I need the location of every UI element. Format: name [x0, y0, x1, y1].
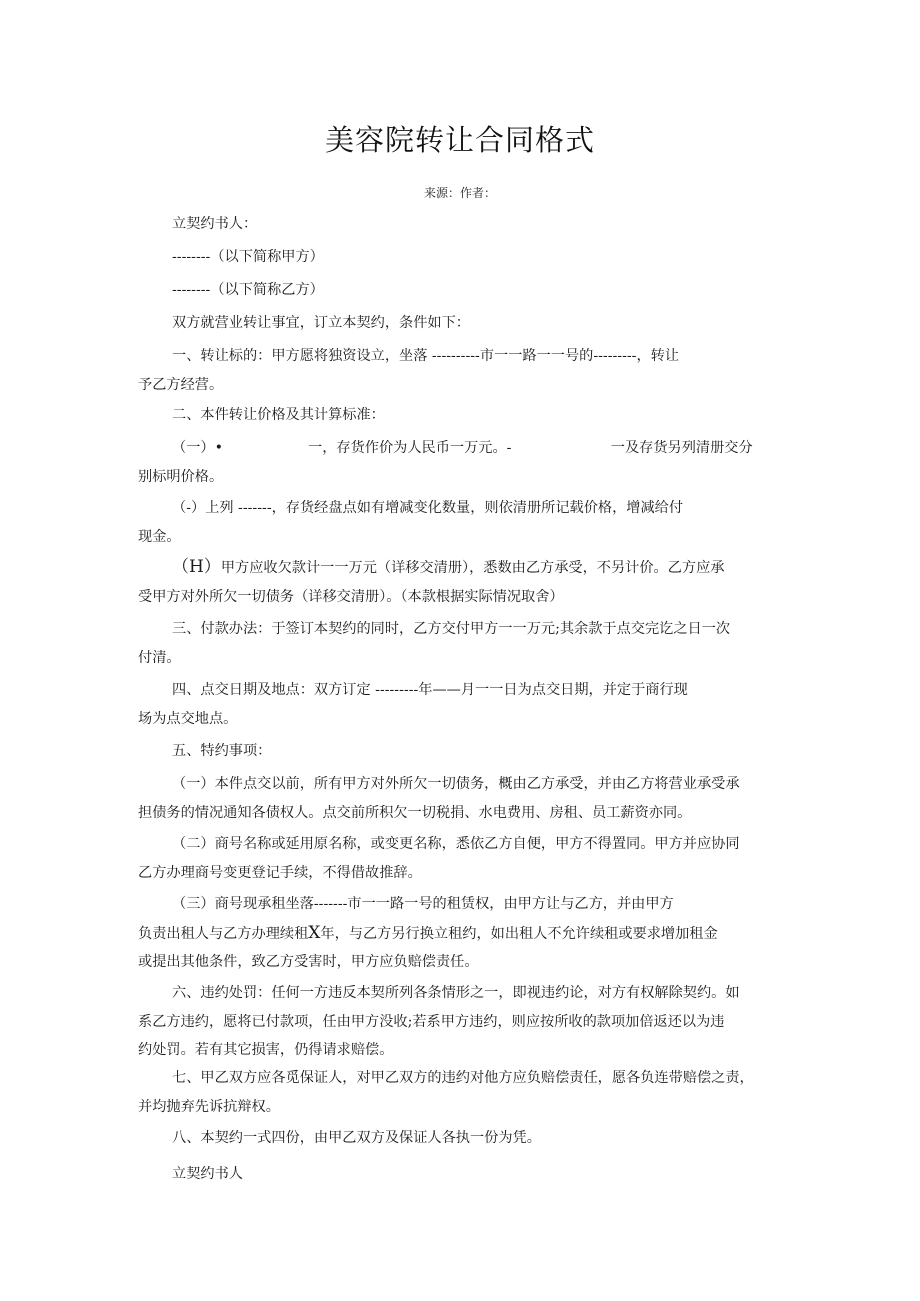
paragraph-clause-5-3: [138, 890, 786, 977]
text-line: 场为点交地点。: [138, 710, 238, 727]
text-line: 五、特约事项：: [172, 743, 272, 759]
text-line: 二、本件转让价格及其计算标准：: [172, 407, 385, 423]
text-line: 六、违约处罚：任何一方违反本契所列各条情形之一，即视违约论，对方有权解除契约。如: [172, 985, 740, 1001]
text-span: X: [308, 922, 321, 943]
text-line: 四、点交日期及地点：双方订定 ---------年——月一一日为点交日期，并定于商行现: [172, 682, 688, 698]
text-line: --------（以下简称甲方）: [172, 249, 324, 265]
text-line: 七、甲乙双方应各觅保证人，对甲乙双方的违约对他方应负赔偿责任，愿各负连带赔偿之责，: [172, 1070, 754, 1086]
paragraph-party-b: [138, 276, 786, 305]
paragraph-clause-5-1: [138, 770, 786, 827]
text-line: （一）本件点交以前，所有甲方对外所欠一切债务，概由乙方承受，并由乙方将营业承受承: [172, 776, 740, 792]
paragraph-clause-7: [138, 1064, 786, 1121]
text-line: （-）上列 -------，存货经盘点如有增减变化数量，则依清册所记载价格，增减给付: [172, 500, 684, 516]
text-line: 付清。: [138, 649, 181, 666]
text-line: 约处罚。若有其它损害，仍得请求赔偿。: [138, 1042, 394, 1058]
text-line: 双方就营业转让事宜，订立本契约，条件如下：: [172, 315, 470, 331]
text-line: [138, 553, 786, 583]
text-line: 予乙方经营。: [138, 376, 224, 393]
text-line: --------（以下简称乙方）: [172, 282, 324, 298]
text-line: 受甲方对外所欠一切债务（详移交清册）。（本款根据实际情况取舍）: [138, 588, 564, 605]
paragraph-clause-4: [138, 676, 786, 733]
text-line: 八、本契约一式四份，由甲乙双方及保证人各执一份为凭。: [172, 1130, 541, 1146]
paragraph-signature: [138, 1160, 786, 1189]
text-line: 一、转让标的：甲方愿将独资设立，坐落 ----------市一一路一一号的---------，转让: [172, 348, 680, 364]
text-line: 担债务的情况通知各债权人。点交前所积欠一切税捐、水电费用、房租、员工薪资亦同。: [138, 804, 692, 821]
text-line: 系乙方违约，愿将已付款项，任由甲方没收;若系甲方违约，则应按所收的款项加倍返还以为违: [138, 1013, 725, 1030]
paragraph-clause-3: [138, 615, 786, 672]
text-span: 甲方应收欠款计一一万元（详移交清册），悉数由乙方承受，不另计价。乙方应承: [220, 560, 725, 576]
text-line: 现金。: [138, 528, 181, 545]
paragraph-clause-2: [138, 401, 786, 430]
paragraph-signatories: [138, 210, 786, 239]
paragraph-clause-2-1: [138, 434, 786, 491]
paragraph-clause-8: [138, 1124, 786, 1153]
text-line: （三）商号现承租坐落-------市一一路一号的租赁权，由甲方让与乙方，并由甲方: [172, 896, 674, 912]
paragraph-clause-2-2: [138, 494, 786, 551]
text-line: 别标明价格。: [138, 468, 224, 485]
clause-marker: （H）: [172, 557, 221, 577]
text-line: （一）• 一，存货作价为人民币一万元。- 一及存货另列清册交分: [172, 440, 753, 456]
source-author-line: 来源：作者：: [423, 186, 496, 200]
paragraph-clause-5: [138, 737, 786, 766]
text-line: 立契约书人：: [172, 216, 258, 232]
paragraph-clause-1: [138, 342, 786, 399]
paragraph-clause-2-3: [138, 553, 786, 611]
text-line: [138, 919, 786, 949]
text-line: （二）商号名称或延用原名称，或变更名称，悉依乙方自便，甲方不得置同。甲方并应协同: [172, 836, 740, 852]
paragraph-party-a: [138, 243, 786, 272]
text-line: 或提出其他条件，致乙方受害时，甲方应负赔偿责任。: [138, 954, 479, 970]
text-line: 三、付款办法：于签订本契约的同时，乙方交付甲方一一万元;其余款于点交完讫之日一次: [172, 621, 731, 637]
paragraph-clause-5-2: [138, 830, 786, 887]
paragraph-clause-6: [138, 979, 786, 1065]
text-span: 负责出租人与乙方办理续租: [138, 925, 309, 942]
document-title: 美容院转让合同格式: [324, 123, 595, 157]
text-line: 立契约书人: [172, 1166, 243, 1182]
text-line: 乙方办理商号变更登记手续，不得借故推辞。: [138, 864, 422, 881]
text-span: 年，与乙方另行换立租约，如出租人不允许续租或要求增加租金: [320, 925, 718, 942]
text-line: 并均抛弃先诉抗辩权。: [138, 1098, 280, 1115]
paragraph-preamble: [138, 309, 786, 338]
